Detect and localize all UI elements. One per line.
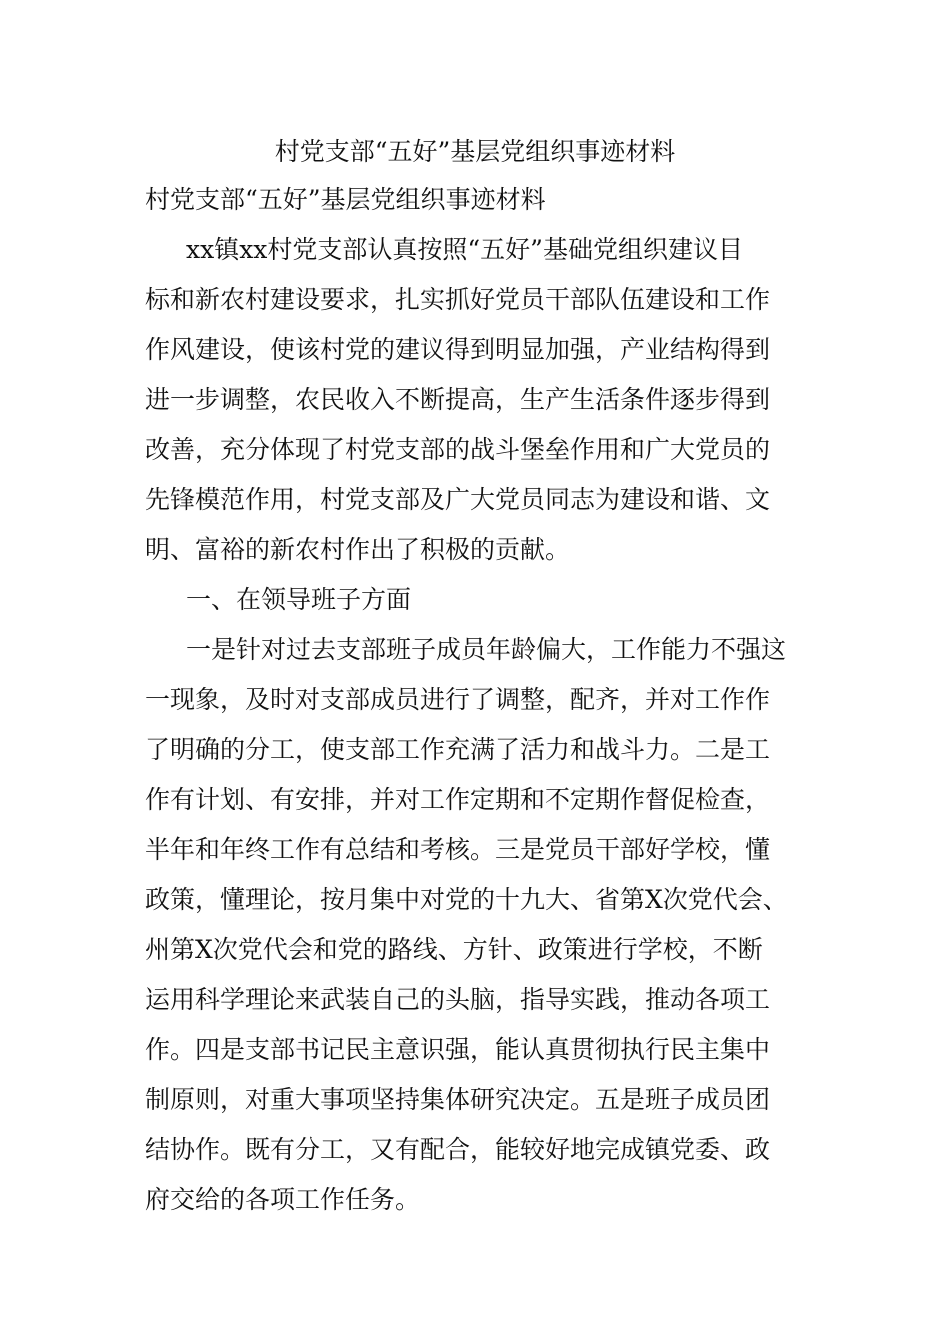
paragraph-line: xx镇xx村党支部认真按照“五好”基础党组织建议目 — [186, 235, 743, 264]
paragraph-line: 运用科学理论来武装自己的头脑，指导实践，推动各项工 — [145, 985, 771, 1014]
paragraph-line: 一现象，及时对支部成员进行了调整，配齐，并对工作作 — [145, 685, 771, 714]
paragraph-line: 明、富裕的新农村作出了积极的贡献。 — [145, 535, 571, 564]
paragraph-line: 了明确的分工，使支部工作充满了活力和战斗力。二是工 — [145, 735, 771, 764]
paragraph-line: 府交给的各项工作任务。 — [145, 1185, 421, 1214]
section-heading: 一、在领导班子方面 — [186, 585, 412, 614]
document-subtitle: 村党支部“五好”基层党组织事迹材料 — [145, 185, 546, 214]
document-title: 村党支部“五好”基层党组织事迹材料 — [274, 137, 676, 166]
paragraph-line: 先锋模范作用，村党支部及广大党员同志为建设和谐、文 — [145, 485, 771, 514]
paragraph-line: 制原则，对重大事项坚持集体研究决定。五是班子成员团 — [145, 1085, 771, 1114]
paragraph-line: 标和新农村建设要求，扎实抓好党员干部队伍建设和工作 — [145, 285, 771, 314]
paragraph-line: 作。四是支部书记民主意识强，能认真贯彻执行民主集中 — [145, 1035, 771, 1064]
paragraph-line: 作风建设，使该村党的建议得到明显加强，产业结构得到 — [145, 335, 771, 364]
paragraph-line: 政策，懂理论，按月集中对党的十九大、省第X次党代会、 — [145, 885, 788, 914]
paragraph-line: 一是针对过去支部班子成员年龄偏大，工作能力不强这 — [186, 635, 787, 664]
paragraph-line: 作有计划、有安排，并对工作定期和不定期作督促检查， — [145, 785, 771, 814]
paragraph-line: 改善，充分体现了村党支部的战斗堡垒作用和广大党员的 — [145, 435, 771, 464]
paragraph-line: 半年和年终工作有总结和考核。三是党员干部好学校，懂 — [145, 835, 771, 864]
paragraph-line: 州第X次党代会和党的路线、方针、政策进行学校，不断 — [145, 935, 763, 964]
paragraph-line: 结协作。既有分工，又有配合，能较好地完成镇党委、政 — [145, 1135, 771, 1164]
paragraph-line: 进一步调整，农民收入不断提高，生产生活条件逐步得到 — [145, 385, 771, 414]
